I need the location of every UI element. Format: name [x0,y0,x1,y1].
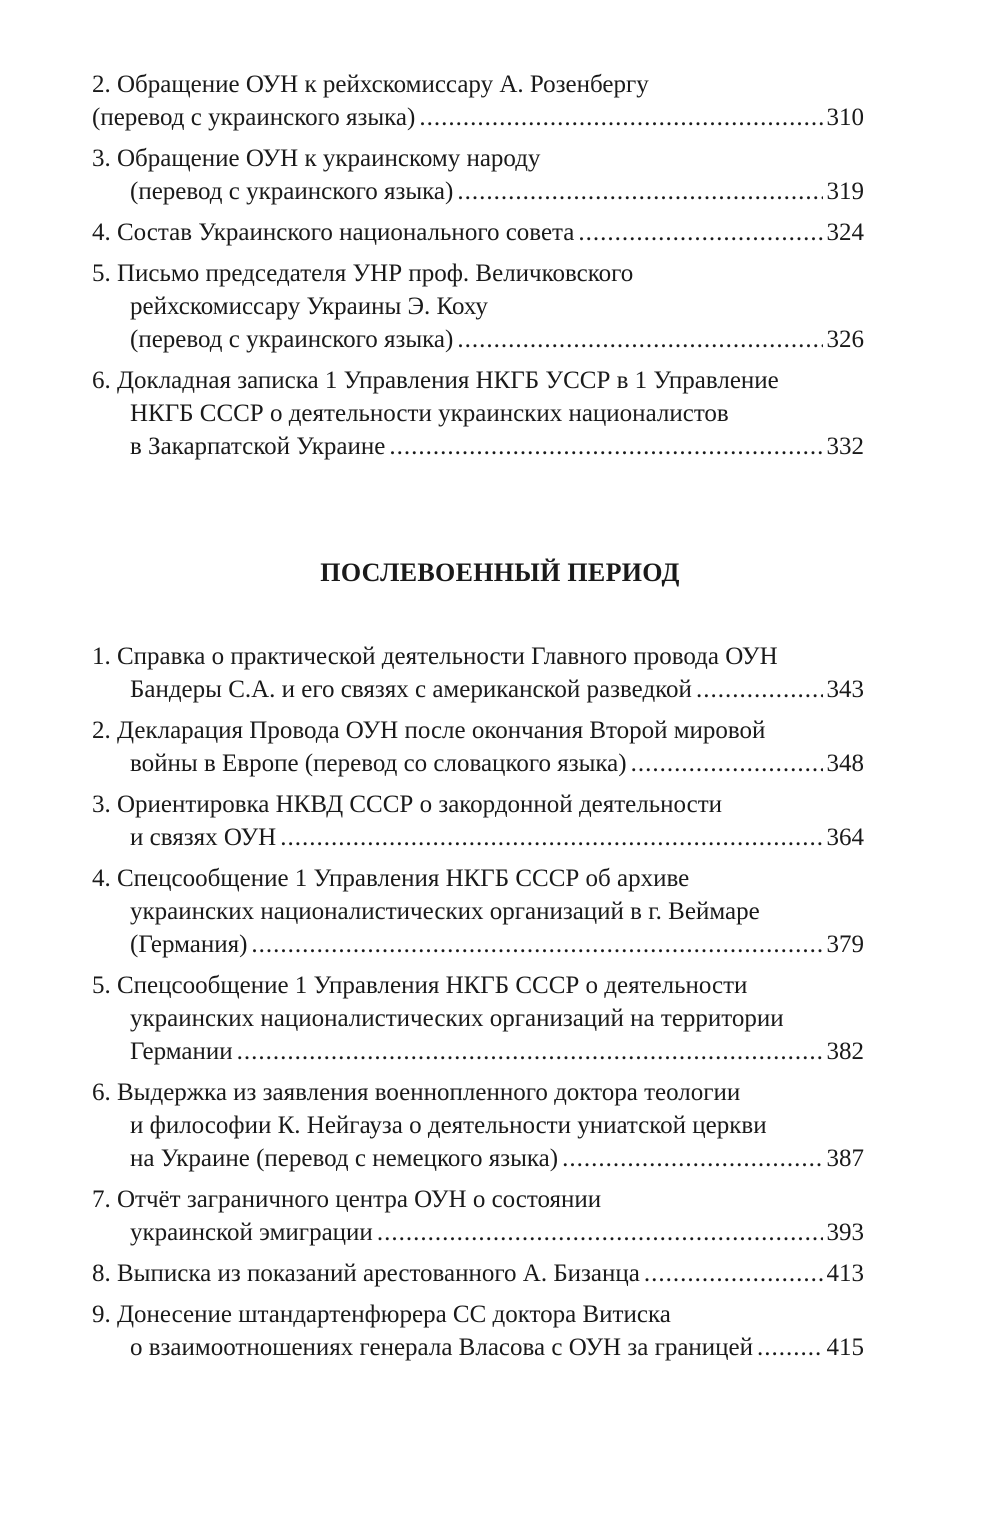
toc-entry-text: в Закарпатской Украине [130,433,386,460]
toc-entry-text: 6. Докладная записка 1 Управления НКГБ УССР в 1 Управление [92,367,779,394]
page-number: 379 [826,931,864,958]
toc-entry-line [92,1183,864,1216]
toc-entry [92,216,864,249]
dot-leader [631,747,823,780]
toc-entry-text: (Германия) [130,931,248,958]
page-number: 332 [826,433,864,460]
toc-entry-line [92,397,864,430]
toc-entry [92,969,864,1068]
toc-entry [92,142,864,208]
page-number: 415 [826,1334,864,1361]
toc-entry-line [92,821,864,854]
toc-entry-line [92,1076,864,1109]
toc-entry-line [92,747,864,780]
toc-entry-line [92,1035,864,1068]
toc-entry-line [92,895,864,928]
toc-entry [92,640,864,706]
toc-entry [92,714,864,780]
toc-entry-line [92,714,864,747]
toc-entry-text: 3. Ориентировка НКВД СССР о закордонной деятельности [92,791,723,818]
toc-entry-text: 2. Обращение ОУН к рейхскомиссару А. Розенбергу [92,71,649,98]
toc-entry-line [92,1002,864,1035]
toc-entry-line [92,1331,864,1364]
page-number: 319 [826,178,864,205]
toc-entry-text: 6. Выдержка из заявления военнопленного доктора теологии [92,1079,741,1106]
toc-entry-line [92,101,864,134]
toc-entry-text: 4. Состав Украинского национального совета [92,219,575,246]
toc-entry-line [92,290,864,323]
toc-entry-line [92,68,864,101]
toc-entry-text: украинской эмиграции [130,1219,373,1246]
toc-entry [92,68,864,134]
toc-entry-line [92,673,864,706]
page-number: 348 [826,750,864,777]
toc-entry-text: 9. Донесение штандартенфюрера СС доктора Витиска [92,1301,671,1328]
toc-entry-text: рейхскомиссару Украины Э. Коху [130,293,488,320]
toc-entry-line [92,142,864,175]
toc-entry-line [92,1216,864,1249]
dot-leader [251,928,822,961]
toc-entry-text: 5. Спецсообщение 1 Управления НКГБ СССР о деятельности [92,972,748,999]
toc-entry-line [92,969,864,1002]
dot-leader [237,1035,823,1068]
toc-entry-text: Германии [130,1038,233,1065]
page-number: 382 [826,1038,864,1065]
toc-entry-text: и связях ОУН [130,824,277,851]
dot-leader [389,430,822,463]
page-number: 364 [826,824,864,851]
toc-entry-text: о взаимоотношениях генерала Власова с ОУН за границей [130,1334,754,1361]
dot-leader [578,216,822,249]
toc-entry-line [92,1298,864,1331]
page-number: 387 [826,1145,864,1172]
toc-entry-line [92,257,864,290]
toc-entry [92,364,864,463]
toc-entry-line [92,1257,864,1290]
dot-leader [280,821,822,854]
toc-entry-text: 2. Декларация Провода ОУН после окончания Второй мировой [92,717,766,744]
toc-entry-line [92,862,864,895]
toc-entry [92,1183,864,1249]
toc-entry [92,1076,864,1175]
toc-entry-line [92,216,864,249]
toc-entry [92,788,864,854]
toc-entry-text: 7. Отчёт заграничного центра ОУН о состоянии [92,1186,602,1213]
toc-entry-text: 5. Письмо председателя УНР проф. Величковского [92,260,634,287]
dot-leader [696,673,823,706]
page-number: 413 [826,1260,864,1287]
toc-entry-text: (перевод с украинского языка) [130,178,454,205]
toc-entry-line [92,1109,864,1142]
toc-entry [92,257,864,356]
page-number: 326 [826,326,864,353]
toc-entry-text: НКГБ СССР о деятельности украинских националистов [130,400,729,427]
page-number: 310 [826,104,864,131]
toc-entry-line [92,928,864,961]
toc-entry-text: (перевод с украинского языка) [92,104,416,131]
page-number: 393 [826,1219,864,1246]
toc-entry-line [92,323,864,356]
toc-entry-text: на Украине (перевод с немецкого языка) [130,1145,559,1172]
section-heading: ПОСЛЕВОЕННЫЙ ПЕРИОД [320,558,680,587]
toc-entry [92,862,864,961]
toc-entry-line [92,364,864,397]
dot-leader [562,1142,822,1175]
page-number: 324 [826,219,864,246]
toc-section-postwar [92,640,864,1364]
dot-leader [757,1331,822,1364]
toc-section-wartime [92,68,864,463]
toc-entry-text: 1. Справка о практической деятельности Главного провода ОУН [92,643,778,670]
toc-entry-text: Бандеры С.А. и его связях с американской разведкой [130,676,692,703]
toc-entry-text: (перевод с украинского языка) [130,326,454,353]
toc-entry-text: войны в Европе (перевод со словацкого языка) [130,750,627,777]
toc-entry-line [92,175,864,208]
toc-entry-line [92,1142,864,1175]
toc-entry-text: 3. Обращение ОУН к украинскому народу [92,145,541,172]
dot-leader [377,1216,823,1249]
page-number: 343 [826,676,864,703]
dot-leader [419,101,822,134]
toc-entry-text: 8. Выписка из показаний арестованного А. Бизанца [92,1260,640,1287]
toc-entry [92,1257,864,1290]
toc-entry-line [92,788,864,821]
toc-entry-text: украинских националистических организаций на территории [130,1005,784,1032]
dot-leader [644,1257,823,1290]
toc-entry-text: 4. Спецсообщение 1 Управления НКГБ СССР об архиве [92,865,690,892]
dot-leader [457,323,822,356]
toc-entry-line [92,430,864,463]
toc-entry-line [92,640,864,673]
dot-leader [457,175,822,208]
toc-entry-text: украинских националистических организаций в г. Веймаре [130,898,760,925]
toc-entry-text: и философии К. Нейгауза о деятельности униатской церкви [130,1112,767,1139]
toc-entry [92,1298,864,1364]
